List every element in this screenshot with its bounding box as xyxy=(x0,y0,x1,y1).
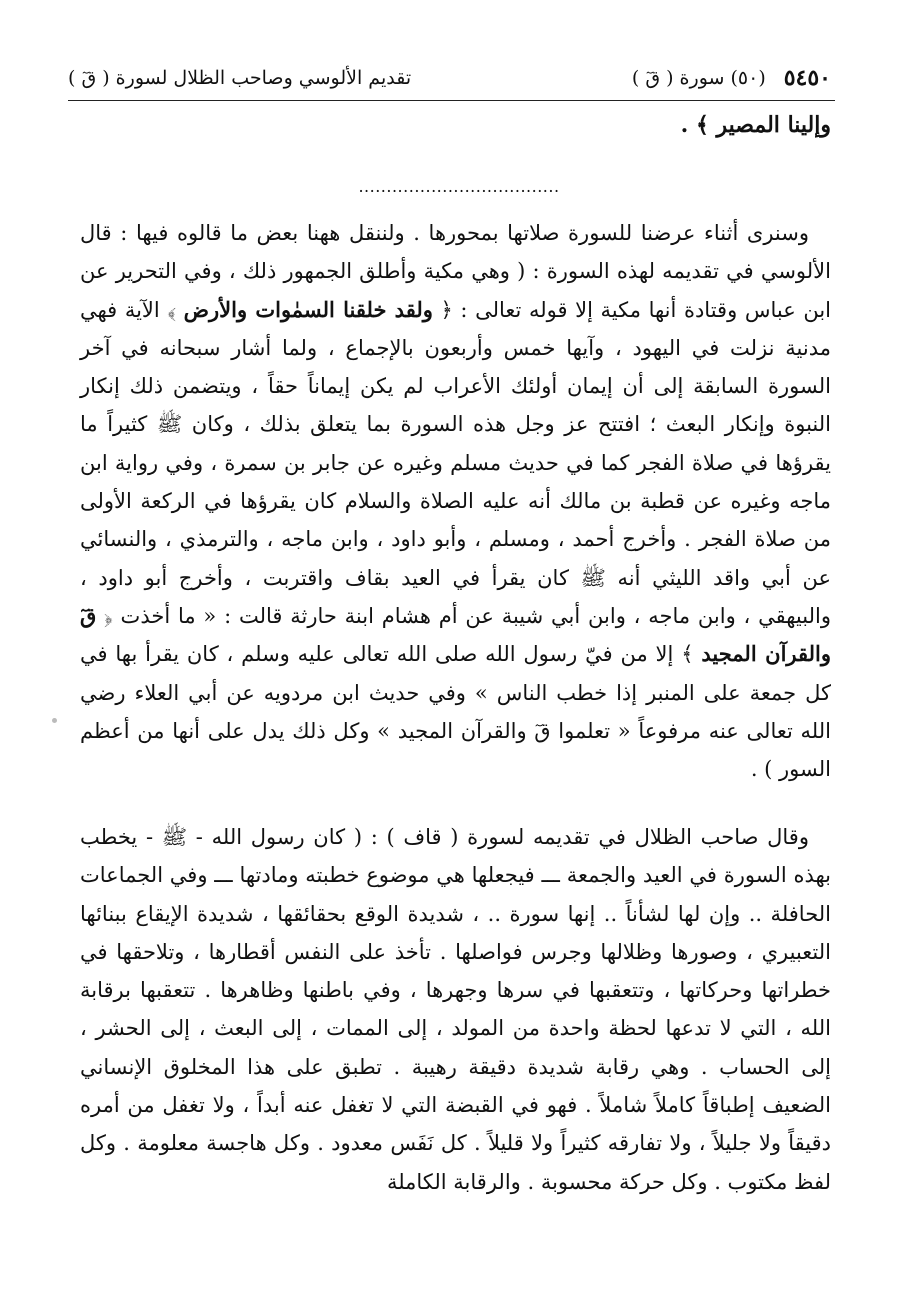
scan-margin-mark xyxy=(52,718,57,723)
paragraph-text: ﴾ إلا من فيّ رسول الله صلى الله تعالى عليه وسلم ، كان يقرأ بها في كل جمعة على المنبر إذا خطب الناس » وفي حديث ابن مردويه عن أبي العلاء رضي الله تعالى عنه مرفوعاً « تعلموا قٓ والقرآن المجيد » وكل ذلك يدل على أنها من أعظم السور ) . xyxy=(80,642,831,782)
paragraph-zilal-quote xyxy=(80,818,831,1201)
paragraph-alusi-quote xyxy=(80,214,831,788)
running-header xyxy=(68,58,831,98)
paragraph-text: وسنرى أثناء عرضنا للسورة صلاتها بمحورها . ولننقل ههنا بعض ما قالوه فيها : قال الألوسي في تقديمه لهذه السورة : ( وهي مكية وأطلق الجمهور ذلك ، وفي التحرير عن ابن عباس وقتادة أنها مكية إلا قوله تعالى : ﴿ xyxy=(80,221,831,322)
continued-verse-line: وإلينا المصير ﴾ . xyxy=(680,112,831,138)
section-title: تقديم الألوسي وصاحب الظلال لسورة ( قٓ ) xyxy=(68,67,412,89)
surah-reference: (٥٠) سورة ( قٓ ) xyxy=(631,67,766,89)
paragraph-text: ﴾ الآية فهي مدنية نزلت في اليهود ، وآيها خمس وأربعون بالإجماع ، ولما أشار سبحانه في آخر السورة السابقة إلى أن إيمان أولئك الأعراب لم يكن إيماناً حقاً ، ويتضمن ذلك إنكار النبوة وإنكار البعث ؛ افتتح عز وجل هذه السورة بما يتعلق بذلك ، وكان ﷺ كثيراً ما يقرؤها في صلاة الفجر كما في حديث مسلم وغيره عن جابر بن سمرة ، وفي رواية ابن ماجه وغيره عن قطبة بن مالك أنه عليه الصلاة والسلام كان يقرؤها في الركعة الأولى من صلاة الفجر . وأخرج أحمد ، ومسلم ، وأبو داود ، وابن ماجه ، والترمذي ، والنسائي عن أبي واقد الليثي أنه ﷺ كان يقرأ في العيد بقاف واقتربت ، وأخرج أبو داود ، والبيهقي ، وابن ماجه ، وابن أبي شيبة عن أم هشام ابنة حارثة قالت : « ما أخذت ﴿ xyxy=(80,297,831,628)
dotted-separator: .................................... xyxy=(358,177,560,196)
page-number: ٥٤٥٠ xyxy=(783,65,831,91)
header-divider xyxy=(68,100,835,101)
header-right-group xyxy=(632,65,831,91)
quranic-verse-bold: قٓ والقرآن المجيد xyxy=(80,602,831,667)
quranic-verse-bold: ولقد خلقنا السمٰوات والأرض xyxy=(183,296,433,322)
paragraph-text: وقال صاحب الظلال في تقديمه لسورة ( قاف ) : ( كان رسول الله - ﷺ - يخطب بهذه السورة في العيد والجمعة ـــ فيجعلها هي موضوع خطبته ومادتها ـــ وفي الجماعات الحافلة .. وإن لها لشأناً .. إنها سورة .. ، شديدة الوقع بحقائقها ، شديدة الإيقاع ببنائها التعبيري ، وصورها وظلالها وجرس فواصلها . تأخذ على النفس أقطارها ، وتلاحقها في خطراتها وحركاتها ، وتتعقبها في سرها وجهرها ، وفي باطنها وظاهرها . تتعقبها برقابة الله ، التي لا تدعها لحظة واحدة من المولد ، إلى الممات ، إلى البعث ، إلى الحشر ، إلى الحساب . وهي رقابة شديدة دقيقة رهيبة . تطبق على هذا المخلوق الإنساني الضعيف إطباقاً كاملاً شاملاً . فهو في القبضة التي لا تغفل عنه أبداً ، ولا تغفل من أمره دقيقاً ولا جليلاً ، ولا تفارقه كثيراً ولا قليلاً . كل نَفَس معدود . وكل هاجسة معلومة . وكل لفظ مكتوب . وكل حركة محسوبة . والرقابة الكاملة xyxy=(80,825,831,1194)
